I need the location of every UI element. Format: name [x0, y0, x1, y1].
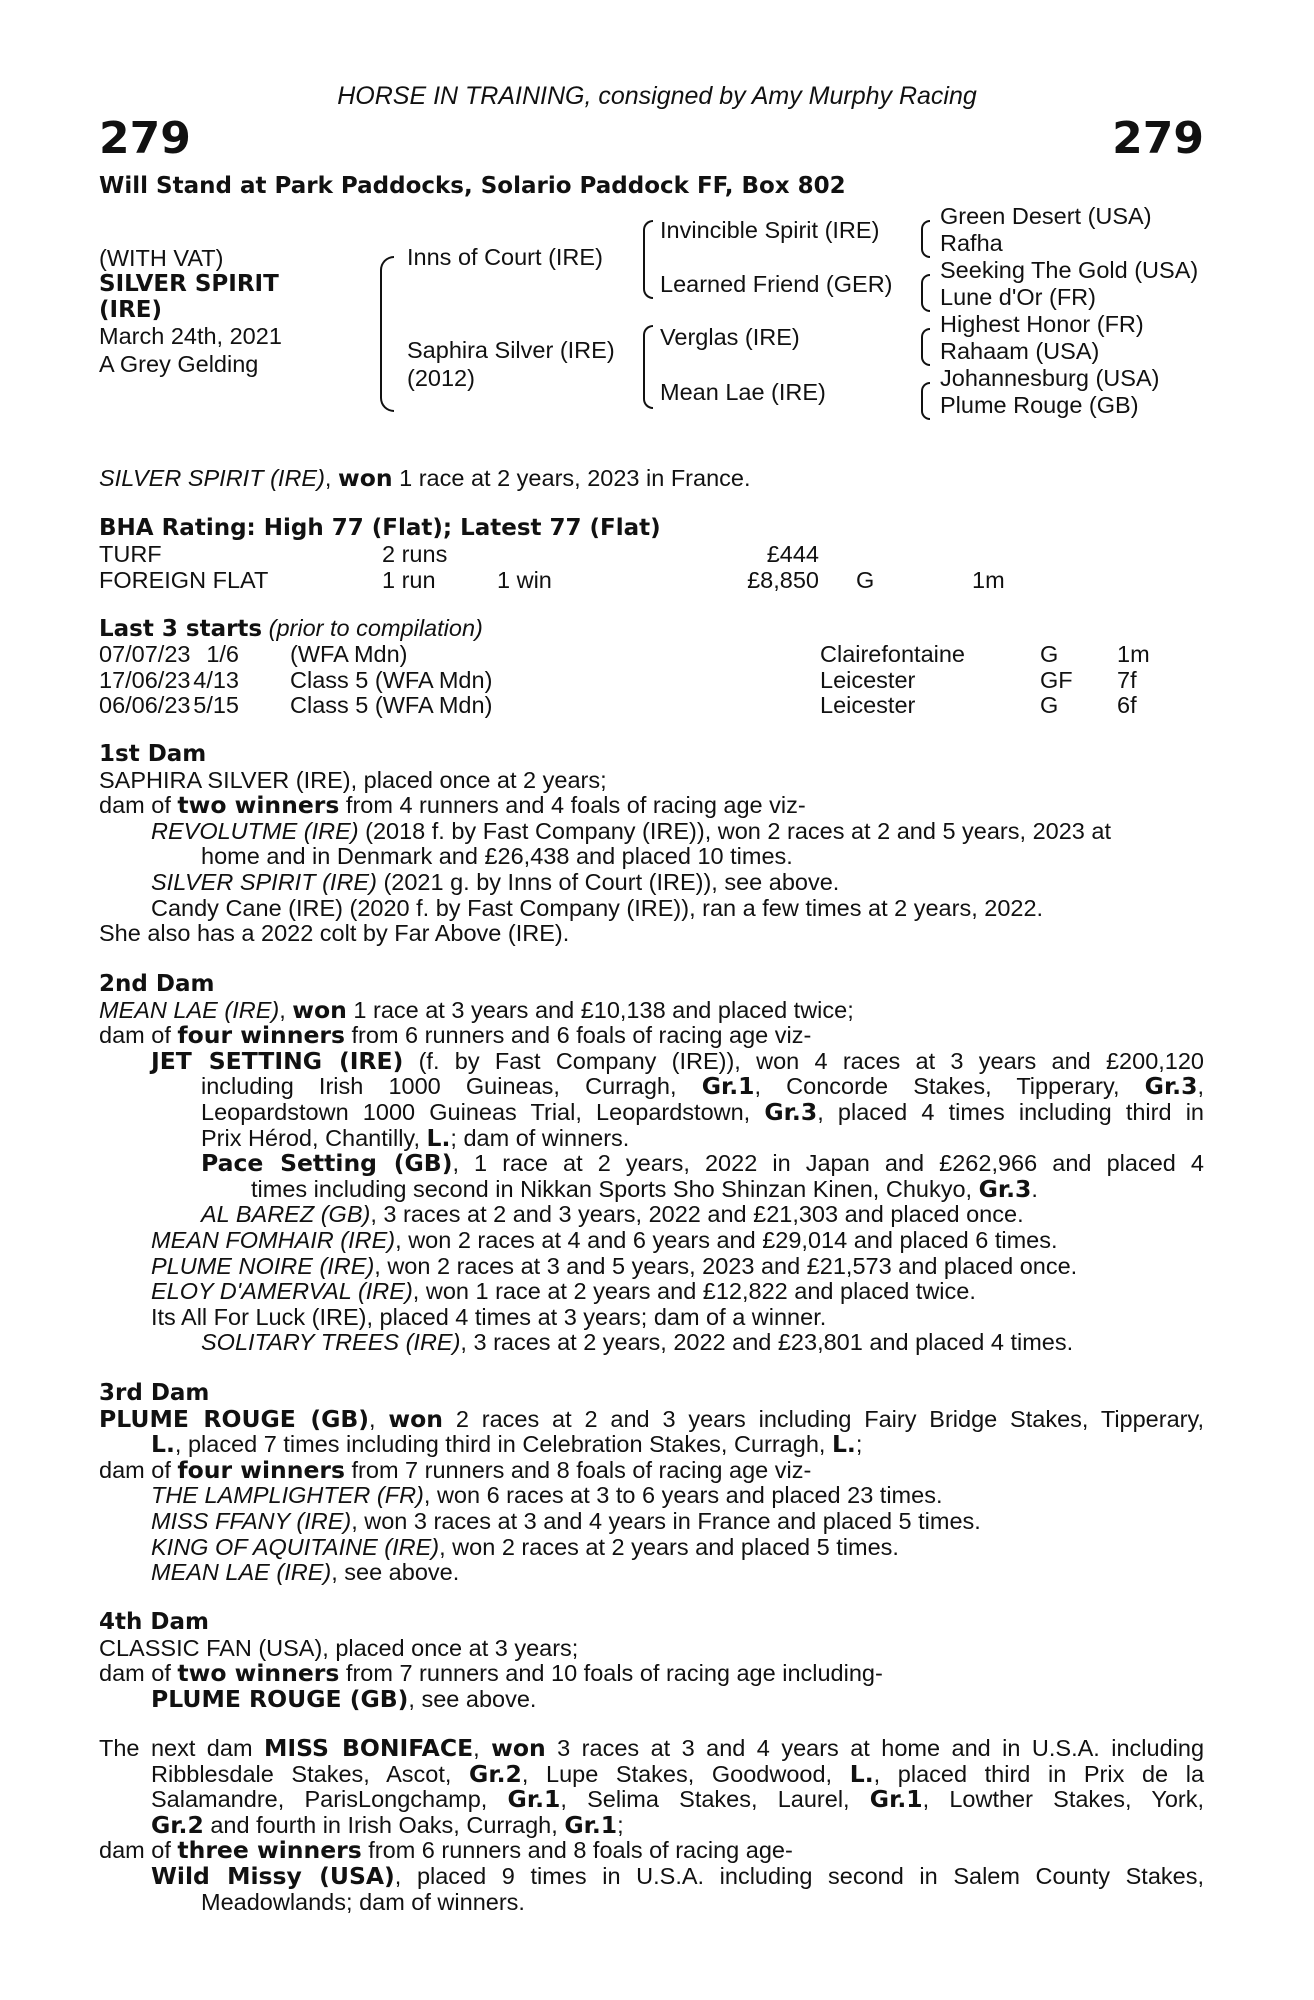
- pedigree-brace-main: [380, 256, 394, 412]
- pedigree-g5: Highest Honor (FR): [940, 311, 1144, 337]
- pedigree-dam-sire: Verglas (IRE): [660, 324, 800, 350]
- table-row: [99, 642, 1204, 668]
- bha-rating-title: BHA Rating: High 77 (Flat); Latest 77 (Flat): [99, 515, 661, 541]
- table-row: [99, 693, 1204, 719]
- horse-name-line1: SILVER SPIRIT: [99, 271, 279, 297]
- produce-entry: JET SETTING (IRE) (f. by Fast Company (IRE)), won 4 races at 3 years and £200,120: [151, 1046, 1204, 1075]
- produce-entry-cont: including Irish 1000 Guineas, Curragh, Gr.1, Concorde Stakes, Tipperary, Gr.3,: [201, 1072, 1204, 1101]
- pedigree-brace-g3: [921, 328, 930, 366]
- section-title: 1st Dam: [99, 741, 207, 767]
- horse-description: A Grey Gelding: [99, 351, 259, 377]
- pedigree-sire-dam: Learned Friend (GER): [660, 271, 893, 297]
- produce-entry-cont: Prix Hérod, Chantilly, L.; dam of winners.: [201, 1123, 630, 1152]
- dam-line-cont: Gr.2 and fourth in Irish Oaks, Curragh, Gr.1;: [151, 1810, 624, 1839]
- pedigree-dam-line2: (2012): [407, 365, 475, 391]
- produce-entry: PLUME NOIRE (IRE), won 2 races at 3 and 5 years, 2023 and £21,573 and placed once.: [151, 1252, 1078, 1279]
- race-summary: SILVER SPIRIT (IRE), won 1 race at 2 years, 2023 in France.: [99, 464, 751, 492]
- pedigree-brace-g4: [921, 382, 930, 420]
- dam-line: She also has a 2022 colt by Far Above (IRE).: [99, 920, 570, 947]
- produce-entry: MISS FFANY (IRE), won 3 races at 3 and 4 years in France and placed 5 times.: [151, 1507, 981, 1534]
- start-course: Leicester: [820, 666, 916, 693]
- rating-table: [99, 542, 1204, 593]
- start-going: GF: [1040, 666, 1073, 693]
- produce-entry-cont: Leopardstown 1000 Guineas Trial, Leopardstown, Gr.3, placed 4 times including third in: [201, 1097, 1204, 1126]
- rating-label: TURF: [99, 541, 162, 567]
- start-position: 5/15: [193, 692, 239, 719]
- dam-produce-line: dam of four winners from 6 runners and 6 foals of racing age viz-: [99, 1021, 812, 1050]
- rating-runs: 2 runs: [382, 541, 448, 567]
- pedigree-dam-dam: Mean Lae (IRE): [660, 379, 826, 405]
- pedigree-g6: Rahaam (USA): [940, 338, 1100, 364]
- last-starts-note: (prior to compilation): [268, 615, 483, 641]
- produce-entry-cont: times including second in Nikkan Sports Sho Shinzan Kinen, Chukyo, Gr.3.: [251, 1174, 1038, 1203]
- dam-line: The next dam MISS BONIFACE, won 3 races at 3 and 4 years at home and in U.S.A. including: [99, 1734, 1205, 1762]
- produce-entry: KING OF AQUITAINE (IRE), won 2 races at 2 years and placed 5 times.: [151, 1533, 899, 1560]
- produce-entry: AL BAREZ (GB), 3 races at 2 and 3 years, 2022 and £21,303 and placed once.: [201, 1201, 1024, 1228]
- pedigree-g4: Lune d'Or (FR): [940, 284, 1096, 310]
- dam-line: PLUME ROUGE (GB), won 2 races at 2 and 3 years including Fairy Bridge Stakes, Tipperary,: [99, 1404, 1205, 1433]
- dam-line-cont: L., placed 7 times including third in Celebration Stakes, Curragh, L.;: [151, 1430, 863, 1459]
- pedigree-g1: Green Desert (USA): [940, 203, 1152, 229]
- dam-produce-line: dam of three winners from 6 runners and 8 foals of racing age-: [99, 1836, 793, 1865]
- rating-row: [99, 542, 1204, 568]
- second-dam-section: [99, 972, 1204, 1356]
- dam-line: MEAN LAE (IRE), won 1 race at 3 years and £10,138 and placed twice;: [99, 995, 854, 1024]
- produce-entry: MEAN FOMHAIR (IRE), won 2 races at 4 and 6 years and £29,014 and placed 6 times.: [151, 1226, 1058, 1253]
- pedigree-dam-line1: Saphira Silver (IRE): [407, 337, 615, 363]
- start-going: G: [1040, 641, 1059, 667]
- dam-line-cont: Salamandre, ParisLongchamp, Gr.1, Selima Stakes, Laurel, Gr.1, Lowther Stakes, York,: [151, 1785, 1205, 1814]
- start-course: Clairefontaine: [820, 641, 966, 667]
- dam-produce-line: dam of two winners from 4 runners and 4 foals of racing age viz-: [99, 791, 806, 820]
- start-date: 06/06/23: [99, 692, 191, 719]
- rating-row: [99, 568, 1204, 594]
- start-race: Class 5 (WFA Mdn): [290, 666, 493, 693]
- stand-location: Will Stand at Park Paddocks, Solario Paddock FF, Box 802: [99, 173, 846, 199]
- table-row: [99, 668, 1204, 694]
- produce-entry: Wild Missy (USA), placed 9 times in U.S.A. including second in Salem County Stakes,: [151, 1861, 1204, 1890]
- pedigree-brace-dam: [643, 325, 653, 409]
- produce-entry: THE LAMPLIGHTER (FR), won 6 races at 3 to 6 years and placed 23 times.: [151, 1482, 943, 1509]
- pedigree-brace-g2: [921, 274, 930, 312]
- page-header: HORSE IN TRAINING, consigned by Amy Murphy Racing: [337, 82, 977, 110]
- pedigree-g2: Rafha: [940, 230, 1003, 256]
- pedigree-g3: Seeking The Gold (USA): [940, 257, 1199, 283]
- horse-name-line2: (IRE): [99, 297, 163, 323]
- start-distance: 6f: [1117, 692, 1137, 719]
- start-course: Leicester: [820, 692, 916, 719]
- start-date: 17/06/23: [99, 666, 191, 693]
- start-distance: 7f: [1117, 666, 1137, 693]
- rating-distance: 1m: [972, 566, 1005, 593]
- rating-earnings: £8,850: [747, 566, 819, 593]
- start-distance: 1m: [1117, 641, 1150, 667]
- rating-runs: 1 run: [382, 566, 436, 593]
- pedigree-sire: Inns of Court (IRE): [407, 244, 603, 270]
- next-dam-section: [99, 1736, 1204, 1915]
- rating-label: FOREIGN FLAT: [99, 566, 269, 593]
- dam-produce-line: dam of two winners from 7 runners and 10 foals of racing age including-: [99, 1659, 883, 1688]
- summary-won: won: [337, 464, 393, 492]
- horse-dob: March 24th, 2021: [99, 323, 282, 349]
- fourth-dam-section: [99, 1610, 1204, 1712]
- produce-entry: Candy Cane (IRE) (2020 f. by Fast Company (IRE)), ran a few times at 2 years, 2022.: [151, 894, 1044, 921]
- dam-produce-line: dam of four winners from 7 runners and 8 foals of racing age viz-: [99, 1455, 812, 1484]
- start-going: G: [1040, 692, 1059, 719]
- produce-entry-cont: home and in Denmark and £26,438 and placed 10 times.: [201, 843, 793, 870]
- last-starts-title: Last 3 starts: [99, 616, 263, 642]
- produce-entry: Its All For Luck (IRE), placed 4 times at 3 years; dam of a winner.: [151, 1303, 827, 1330]
- start-position: 4/13: [193, 666, 239, 693]
- summary-horse-name: SILVER SPIRIT (IRE): [99, 465, 325, 491]
- pedigree-brace-g1: [921, 220, 930, 258]
- produce-entry: Pace Setting (GB), 1 race at 2 years, 2022 in Japan and £262,966 and placed 4: [201, 1149, 1204, 1178]
- section-title: 3rd Dam: [99, 1380, 210, 1406]
- start-date: 07/07/23: [99, 641, 191, 667]
- start-race: Class 5 (WFA Mdn): [290, 692, 493, 719]
- summary-rest: 1 race at 2 years, 2023 in France.: [392, 465, 751, 491]
- last-starts-table: [99, 642, 1204, 719]
- dam-line: SAPHIRA SILVER (IRE), placed once at 2 years;: [99, 766, 607, 793]
- rating-earnings: £444: [766, 541, 819, 567]
- pedigree-g7: Johannesburg (USA): [940, 365, 1160, 391]
- produce-entry: REVOLUTME (IRE) (2018 f. by Fast Company (IRE)), won 2 races at 2 and 5 years, 2023 at: [151, 817, 1111, 844]
- pedigree-sire-sire: Invincible Spirit (IRE): [660, 217, 880, 243]
- produce-entry: ELOY D'AMERVAL (IRE), won 1 race at 2 years and £12,822 and placed twice.: [151, 1278, 976, 1305]
- pedigree-g8: Plume Rouge (GB): [940, 392, 1139, 418]
- start-position: 1/6: [206, 641, 239, 667]
- vat-note: (WITH VAT): [99, 245, 224, 271]
- produce-entry: SILVER SPIRIT (IRE) (2021 g. by Inns of Court (IRE)), see above.: [151, 868, 840, 895]
- start-race: (WFA Mdn): [290, 641, 408, 667]
- rating-going: G: [856, 566, 875, 593]
- last-starts-heading: [99, 616, 483, 643]
- first-dam-section: [99, 742, 1204, 947]
- section-title: 2nd Dam: [99, 971, 215, 997]
- pedigree-brace-sire: [643, 220, 653, 299]
- dam-line-cont: Ribblesdale Stakes, Ascot, Gr.2, Lupe Stakes, Goodwood, L., placed third in Prix de la: [151, 1759, 1205, 1788]
- produce-entry: MEAN LAE (IRE), see above.: [151, 1559, 460, 1586]
- produce-entry: PLUME ROUGE (GB), see above.: [151, 1684, 537, 1713]
- produce-entry-cont: Meadowlands; dam of winners.: [201, 1888, 525, 1915]
- section-title: 4th Dam: [99, 1609, 209, 1635]
- lot-number-right: 279: [1112, 113, 1204, 164]
- produce-entry: SOLITARY TREES (IRE), 3 races at 2 years, 2022 and £23,801 and placed 4 times.: [201, 1329, 1074, 1356]
- dam-line: CLASSIC FAN (USA), placed once at 3 years;: [99, 1634, 579, 1661]
- third-dam-section: [99, 1381, 1204, 1586]
- rating-wins: 1 win: [497, 566, 552, 593]
- lot-number-left: 279: [99, 113, 191, 164]
